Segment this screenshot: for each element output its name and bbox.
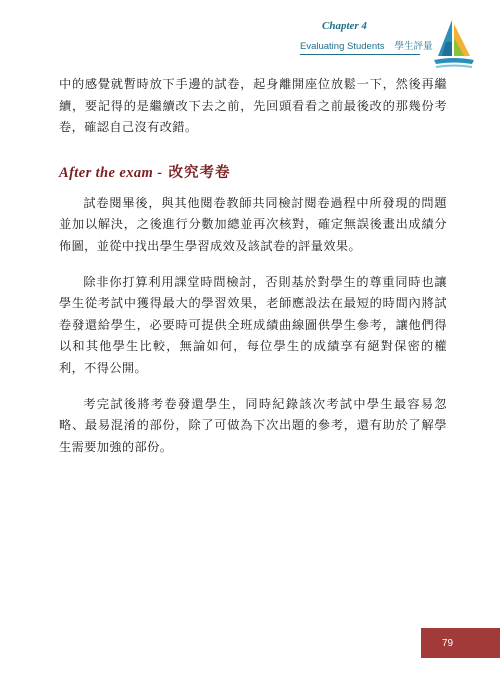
sailboat-icon — [432, 18, 476, 76]
paragraph-2: 除非你打算利用課堂時間檢討，否則基於對學生的尊重同時也讓學生從考試中獲得最大的學習效果，老師應設法在最短的時間內將試卷發還給學生，必要時可提供全班成績曲線圖供學生參考，讓他們得以和其他學生比較，無論如何，每位學生的成績享有絕對保密的權利，不得公開。 — [59, 274, 447, 375]
page-number-tab — [421, 628, 500, 658]
paragraph-3: 考完試後將考卷發還學生，同時紀錄該次考試中學生最容易忽略、最易混淆的部份，除了可做為下次出題的參考，還有助於了解學生需要加強的部份。 — [59, 396, 447, 454]
section-title-cn: 改究考卷 — [168, 163, 231, 181]
chapter-subtitle — [300, 38, 433, 52]
page-content — [59, 74, 447, 472]
paragraph-1: 試卷閱畢後，與其他閱卷教師共同檢討閱卷過程中所發現的問題並加以解決，之後進行分數加總並再次核對，確定無誤後畫出成績分佈圖，並從中找出學生學習成效及該試卷的評量效果。 — [59, 195, 447, 253]
chapter-label: Chapter 4 — [322, 20, 367, 32]
paragraph-continued: 中的感覺就暫時放下手邊的試卷，起身離開座位放鬆一下，然後再繼續，要記得的是繼續改下去之前，先回頭看看之前最後改的那幾份考卷，確認自己沒有改錯。 — [59, 77, 447, 135]
section-title-en: After the exam - — [59, 164, 163, 181]
page-number: 79 — [442, 637, 454, 649]
page-header — [0, 14, 500, 78]
chapter-title-en: Evaluating Students — [300, 41, 385, 52]
header-rule — [300, 54, 420, 55]
section-heading — [59, 163, 447, 183]
chapter-title-cn: 學生評量 — [394, 41, 433, 52]
